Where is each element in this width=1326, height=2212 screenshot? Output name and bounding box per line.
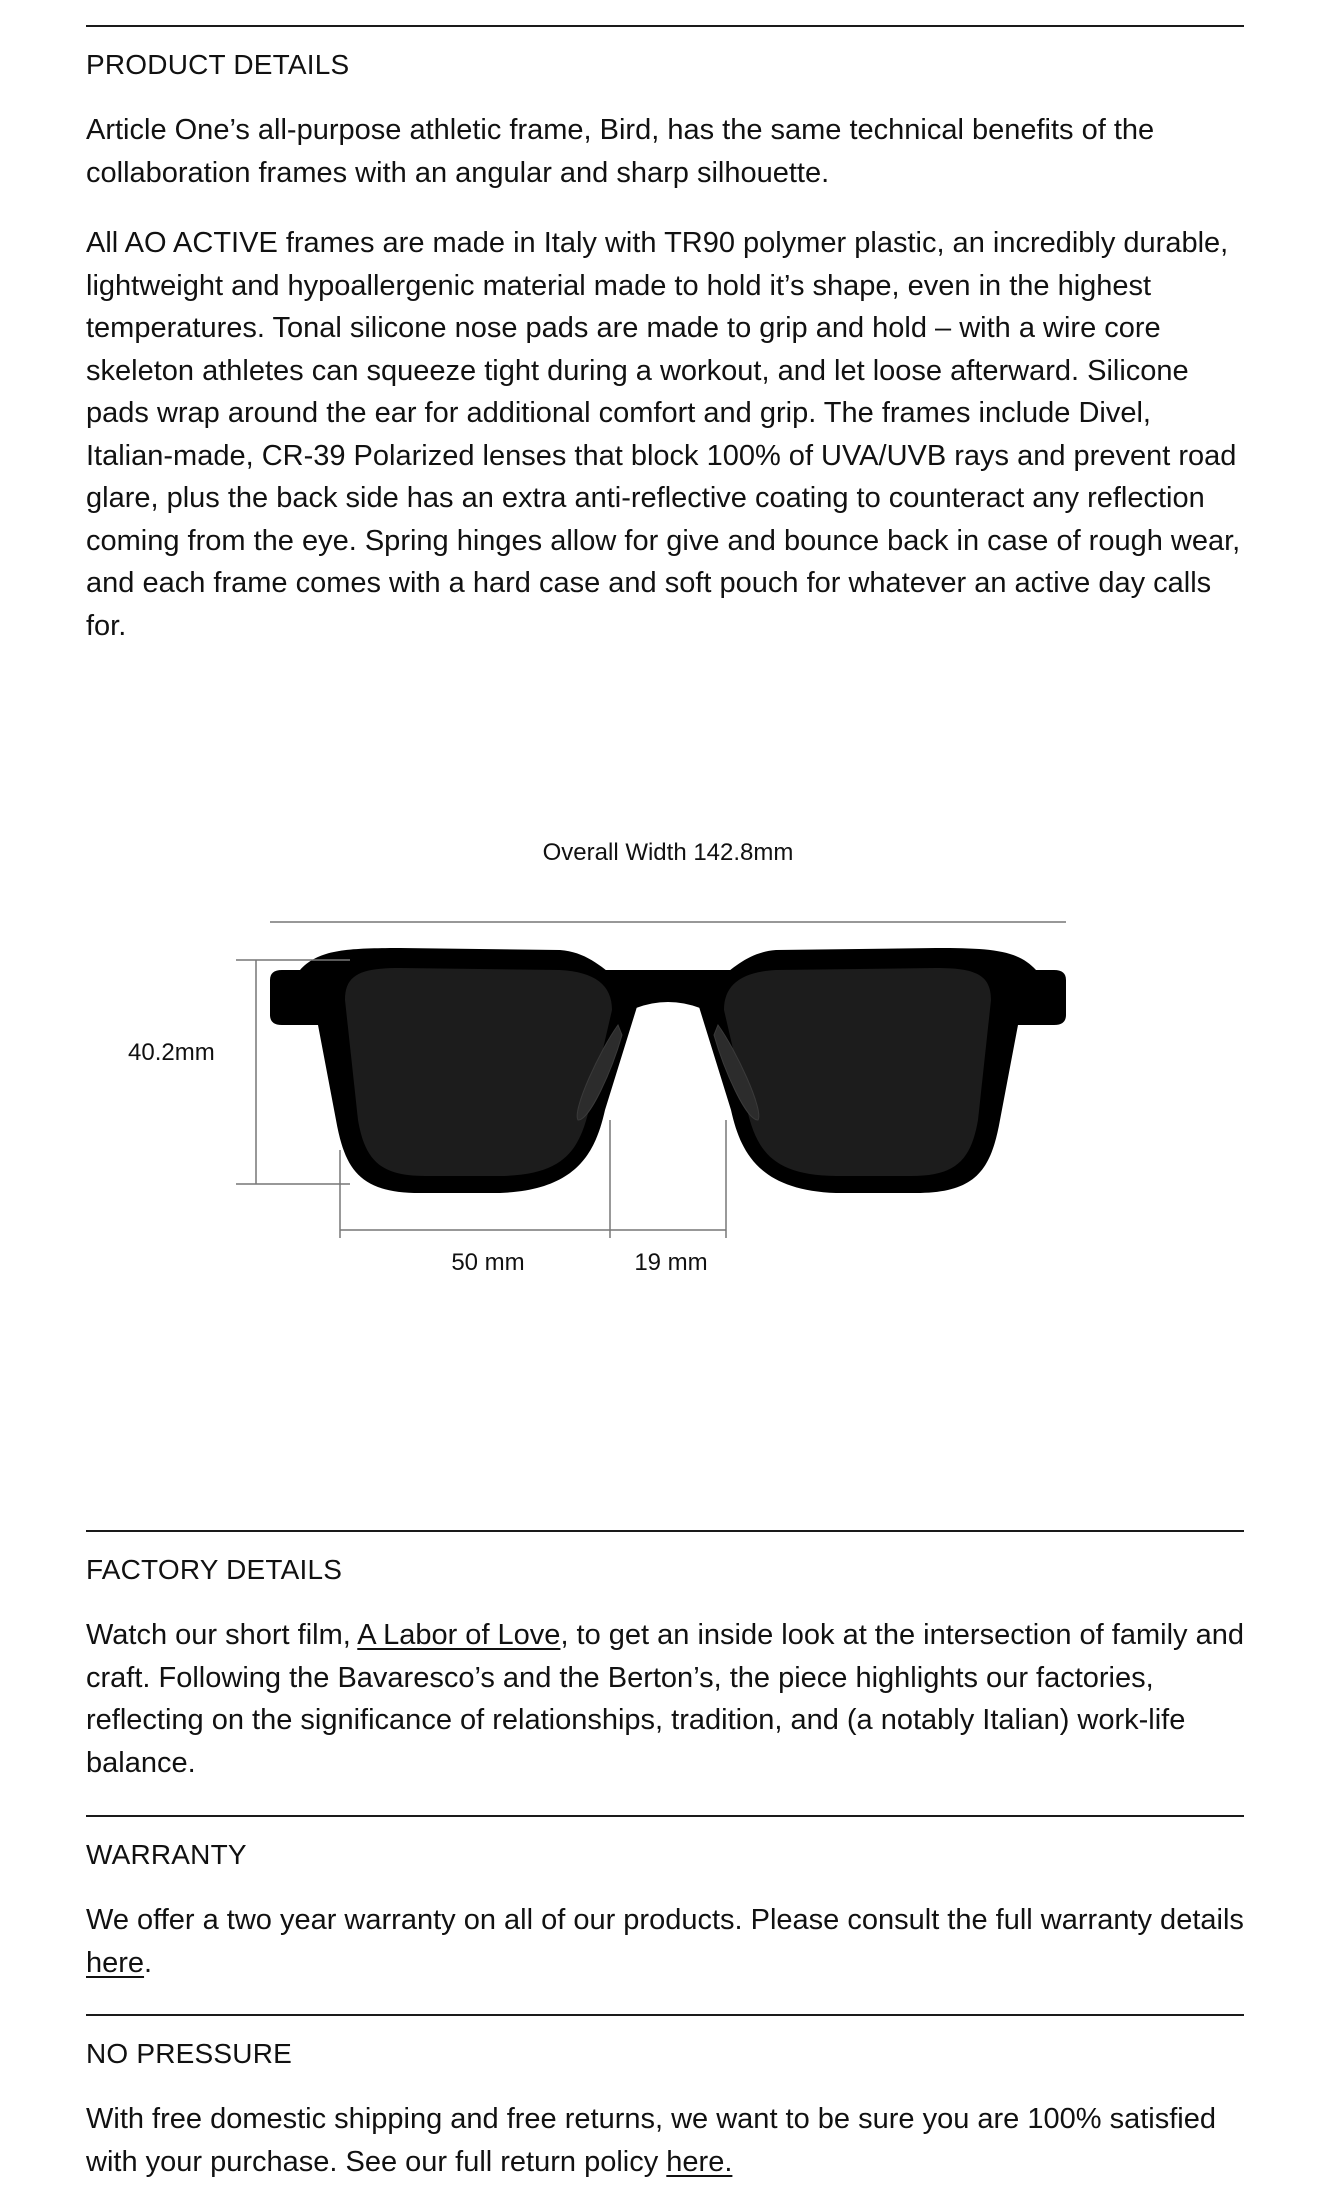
warranty-section xyxy=(86,1815,1244,1984)
frame-dimensions-diagram xyxy=(0,820,1326,1300)
product-details-intro: Article One’s all-purpose athletic frame, Bird, has the same technical benefits of the collaboration frames with an angular and sharp silhouette. xyxy=(86,114,1155,189)
no-pressure-section xyxy=(86,2014,1244,2183)
product-details-description: All AO ACTIVE frames are made in Italy with TR90 polymer plastic, an incredibly durable, lightweight and hypoallergenic material made to hold it’s shape, even in the highest temperatures. Tonal silicone nose pads are made to grip and hold – with a wire core skeleton athletes can squeeze tight during a workout, and let loose afterward. Silicone pads wrap around the ear for additional comfort and grip. The frames include Divel, Italian-made, CR-39 Polarized lenses that block 100% of UVA/UVB rays and prevent road glare, plus the back side has an extra anti-reflective coating to counteract any reflection coming from the eye. Spring hinges allow for give and bounce back in case of rough wear, and each frame comes with a hard case and soft pouch for whatever an active day calls for. xyxy=(86,227,1241,642)
warranty-details-link[interactable]: here xyxy=(86,1946,145,1979)
factory-details-section xyxy=(86,1530,1244,1784)
warranty-title: WARRANTY xyxy=(86,1839,247,1870)
product-details-section xyxy=(86,25,1244,647)
lens-width-label: 50 mm xyxy=(451,1249,525,1276)
product-details-title: PRODUCT DETAILS xyxy=(86,49,350,80)
bridge-width-label: 19 mm xyxy=(634,1249,708,1276)
no-pressure-text: With free domestic shipping and free returns, we want to be sure you are 100% satisfied with your purchase. See our full return policy here. xyxy=(86,2103,1216,2178)
factory-details-text: Watch our short film, A Labor of Love, to get an inside look at the intersection of family and craft. Following the Bavaresco’s and the Berton’s, the piece highlights our factories, reflecting on the significance of relationships, tradition, and (a notably Italian) work-life balance. xyxy=(86,1619,1244,1779)
no-pressure-title: NO PRESSURE xyxy=(86,2038,293,2069)
factory-details-title: FACTORY DETAILS xyxy=(86,1554,343,1585)
lens-height-label: 40.2mm xyxy=(128,1039,215,1066)
sunglasses-diagram xyxy=(0,820,1326,1300)
warranty-text: We offer a two year warranty on all of our products. Please consult the full warranty details here. xyxy=(86,1904,1244,1979)
return-policy-link[interactable]: here. xyxy=(666,2145,733,2178)
sunglasses-icon xyxy=(270,948,1066,1193)
overall-width-label: Overall Width 142.8mm xyxy=(542,839,794,866)
labor-of-love-link[interactable]: A Labor of Love xyxy=(357,1619,561,1651)
